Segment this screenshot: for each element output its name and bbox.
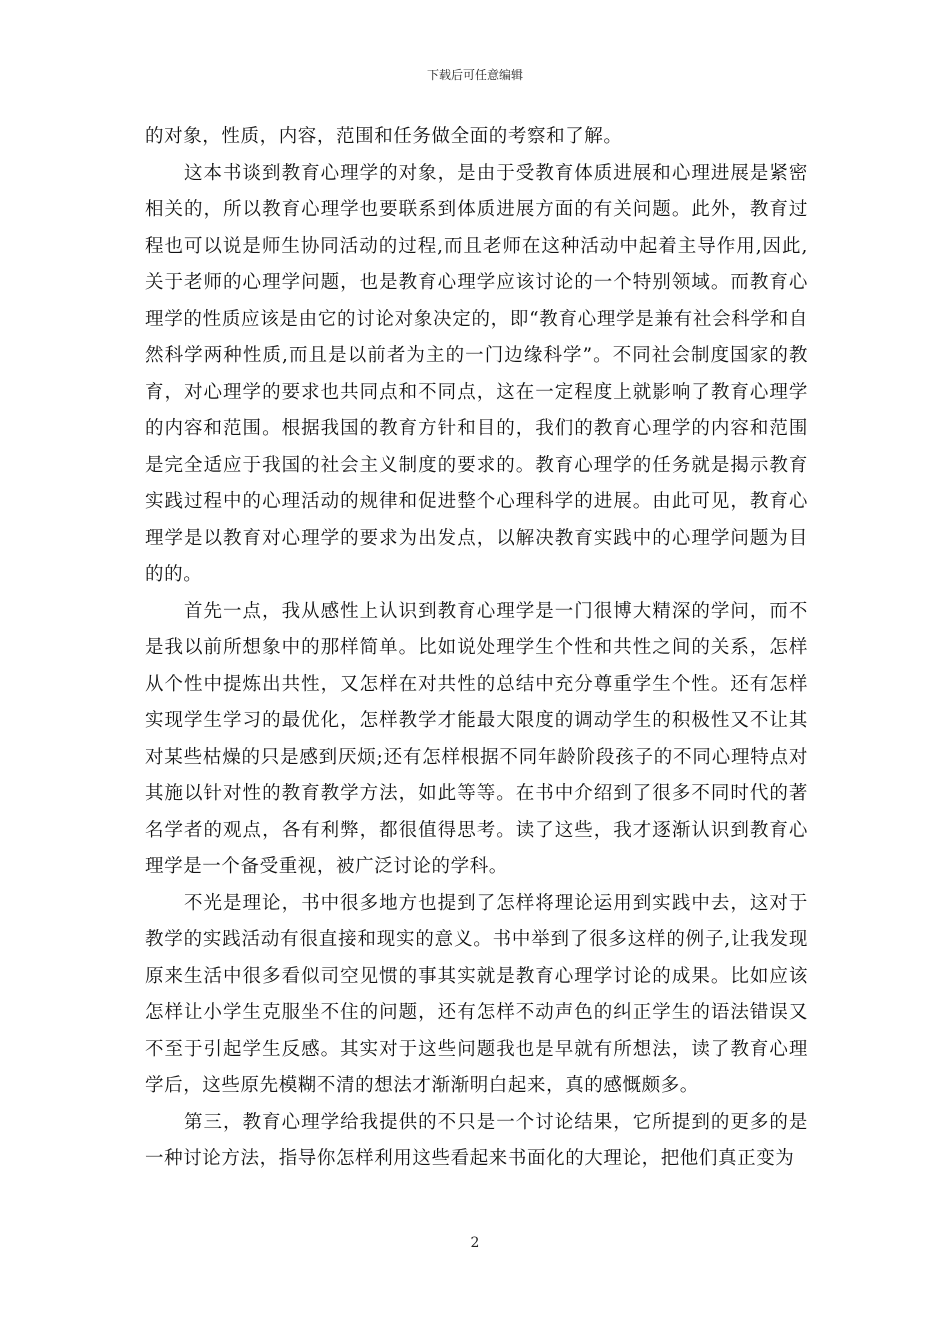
paragraph-theory-and-practice: 不光是理论，书中很多地方也提到了怎样将理论运用到实践中去，这对于教学的实践活动有很直接和现实的意义。书中举到了很多这样的例子,让我发现原来生活中很多看似司空见惯的事其实就是教育心理学讨论的成果。比如应该怎样让小学生克服坐不住的问题，还有怎样不动声色的纠正学生的语法错误又不至于引起学生反感。其实对于这些问题我也是早就有所想法，读了教育心理学后，这些原先模糊不清的想法才渐渐明白起来，真的感慨颇多。 <box>145 892 808 1096</box>
paragraph-continuation: 的对象，性质，内容，范围和任务做全面的考察和了解。 <box>145 126 623 147</box>
paragraph-object-and-nature: 这本书谈到教育心理学的对象，是由于受教育体质进展和心理进展是紧密相关的，所以教育心理学也要联系到体质进展方面的有关问题。此外，教育过程也可以说是师生协同活动的过程,而且老师在这种活动中起着主导作用,因此,关于老师的心理学问题，也是教育心理学应该讨论的一个特别领域。而教育心理学的性质应该是由它的讨论对象决定的，即“教育心理学是兼有社会科学和自然科学两种性质,而且是以前者为主的一门边缘科学”。不同社会制度国家的教育，对心理学的要求也共同点和不同点，这在一定程度上就影响了教育心理学的内容和范围。根据我国的教育方针和目的，我们的教育心理学的内容和范围是完全适应于我国的社会主义制度的要求的。教育心理学的任务就是揭示教育实践过程中的心理活动的规律和促进整个心理科学的进展。由此可见，教育心理学是以教育对心理学的要求为出发点，以解决教育实践中的心理学问题为目的的。 <box>145 162 808 585</box>
page-number: 2 <box>470 1235 480 1251</box>
page-header: 下载后可任意编辑 <box>426 68 523 82</box>
paragraph-third-point: 第三，教育心理学给我提供的不只是一个讨论结果，它所提到的更多的是一种讨论方法，指导你怎样利用这些看起来书面化的大理论，把他们真正变为 <box>145 1111 808 1169</box>
paragraph-first-point: 首先一点，我从感性上认识到教育心理学是一门很博大精深的学问，而不是我以前所想象中的那样简单。比如说处理学生个性和共性之间的关系，怎样从个性中提炼出共性，又怎样在对共性的总结中充分尊重学生个性。还有怎样实现学生学习的最优化，怎样教学才能最大限度的调动学生的积极性又不让其对某些枯燥的只是感到厌烦;还有怎样根据不同年龄阶段孩子的不同心理特点对其施以针对性的教育教学方法，如此等等。在书中介绍到了很多不同时代的著名学者的观点，各有利弊，都很值得思考。读了这些，我才逐渐认识到教育心理学是一个备受重视，被广泛讨论的学科。 <box>145 600 808 877</box>
body-text <box>145 119 808 1178</box>
